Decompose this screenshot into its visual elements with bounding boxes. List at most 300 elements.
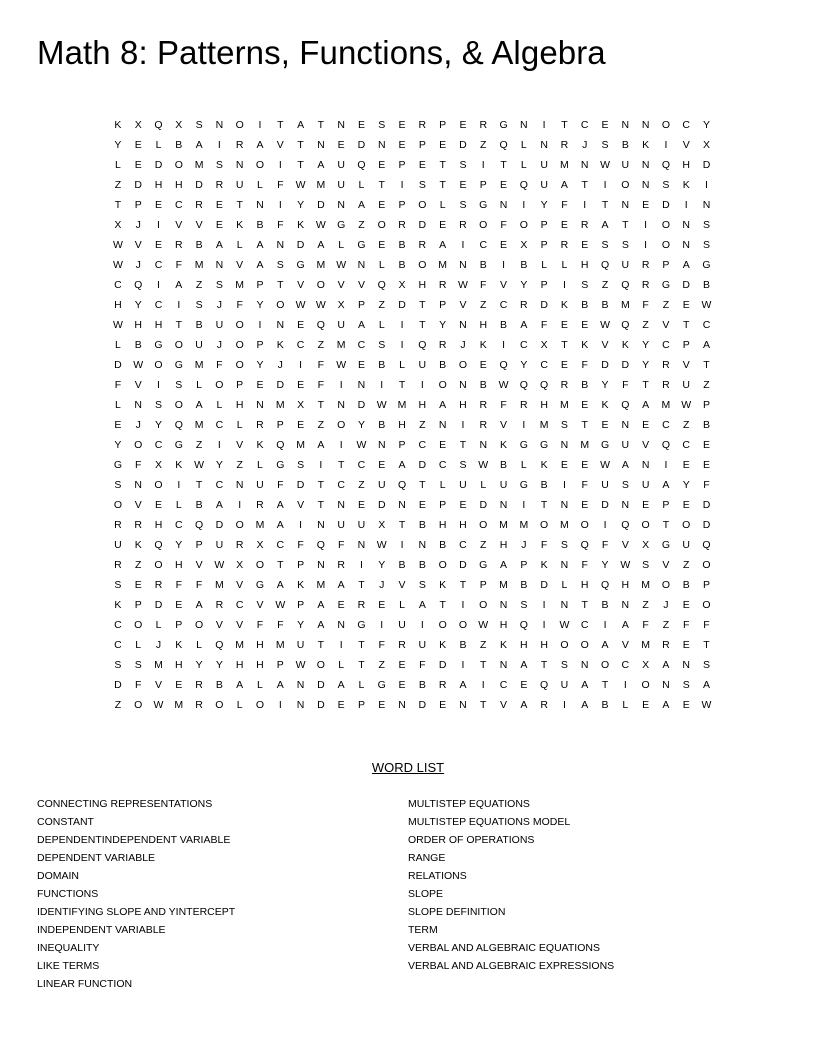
grid-letter: B [703, 419, 711, 431]
grid-letter: T [581, 419, 589, 431]
grid-letter: A [621, 459, 630, 471]
grid-letter: V [500, 699, 508, 711]
grid-letter: P [662, 259, 670, 271]
grid-letter: S [114, 579, 122, 591]
grid-letter: S [195, 299, 204, 311]
grid-letter: G [154, 339, 164, 351]
grid-letter: U [682, 539, 691, 551]
grid-letter: O [479, 519, 488, 531]
grid-letter: O [519, 219, 529, 231]
grid-letter: D [276, 379, 285, 391]
grid-letter: Q [134, 279, 143, 291]
grid-letter: N [357, 539, 366, 551]
grid-letter: M [194, 259, 204, 271]
grid-letter: Q [154, 119, 164, 131]
grid-letter: K [682, 179, 691, 191]
grid-letter: E [439, 439, 447, 451]
grid-letter: S [703, 219, 711, 231]
grid-letter: A [256, 239, 264, 251]
grid-letter: P [540, 279, 549, 291]
grid-letter: N [337, 199, 346, 211]
grid-letter: I [400, 179, 405, 191]
grid-letter: X [297, 399, 305, 411]
grid-letter: R [479, 399, 488, 411]
grid-letter: E [500, 179, 508, 191]
grid-letter: I [562, 699, 567, 711]
grid-letter: J [155, 639, 162, 651]
grid-letter: Q [174, 419, 184, 431]
grid-letter: M [316, 259, 326, 271]
grid-letter: L [358, 679, 365, 691]
grid-letter: O [641, 519, 651, 531]
grid-letter: A [581, 699, 589, 711]
grid-letter: W [559, 619, 570, 631]
grid-letter: V [236, 619, 244, 631]
grid-letter: O [479, 219, 488, 231]
grid-letter: E [459, 499, 467, 511]
grid-letter: D [418, 219, 427, 231]
grid-letter: W [295, 299, 307, 311]
grid-letter: E [175, 679, 183, 691]
grid-row [108, 235, 717, 255]
grid-letter: O [174, 159, 184, 171]
grid-letter: G [113, 459, 123, 471]
grid-letter: E [357, 119, 366, 131]
grid-letter: A [276, 499, 285, 511]
grid-letter: T [683, 319, 690, 331]
grid-letter: T [277, 279, 284, 291]
grid-letter: R [337, 559, 346, 571]
grid-letter: U [560, 679, 569, 691]
grid-letter: I [299, 519, 303, 531]
grid-letter: U [641, 479, 650, 491]
grid-letter: O [235, 119, 245, 131]
grid-letter: N [418, 539, 427, 551]
grid-letter: T [337, 459, 345, 471]
grid-letter: O [661, 219, 671, 231]
grid-letter: E [398, 659, 407, 671]
grid-letter: W [275, 599, 286, 611]
word-list-item: IDENTIFYING SLOPE AND YINTERCEPT [37, 906, 236, 918]
grid-letter: M [194, 359, 204, 371]
grid-letter: I [603, 179, 607, 191]
grid-letter: D [317, 199, 326, 211]
grid-letter: I [461, 419, 465, 431]
grid-row [108, 115, 717, 135]
grid-letter: F [317, 379, 325, 391]
grid-letter: E [479, 359, 488, 371]
grid-letter: B [540, 479, 549, 491]
grid-letter: T [439, 179, 447, 191]
grid-letter: X [398, 279, 407, 291]
grid-letter: Z [358, 219, 366, 231]
grid-letter: N [641, 119, 650, 131]
grid-letter: O [215, 699, 224, 711]
grid-letter: E [418, 499, 427, 511]
grid-letter: P [662, 499, 670, 511]
grid-letter: K [601, 399, 610, 411]
grid-letter: O [235, 519, 245, 531]
grid-letter: Q [276, 439, 285, 451]
grid-letter: H [174, 659, 184, 671]
grid-row [108, 575, 717, 595]
grid-letter: E [337, 699, 346, 711]
grid-letter: G [276, 459, 285, 471]
grid-letter: F [134, 679, 142, 691]
grid-letter: C [662, 419, 671, 431]
grid-letter: F [195, 579, 203, 591]
grid-letter: R [215, 179, 224, 191]
grid-letter: S [703, 659, 711, 671]
grid-letter: E [682, 459, 691, 471]
grid-letter: Y [642, 359, 650, 371]
grid-letter: B [439, 359, 447, 371]
grid-letter: P [703, 399, 711, 411]
grid-letter: L [480, 479, 487, 491]
grid-letter: O [661, 239, 671, 251]
grid-letter: K [236, 219, 244, 231]
grid-letter: C [580, 619, 590, 631]
grid-letter: I [278, 159, 283, 171]
grid-letter: S [581, 279, 589, 291]
grid-letter: C [114, 639, 123, 651]
grid-letter: T [561, 339, 569, 351]
grid-letter: I [278, 699, 283, 711]
grid-letter: L [378, 259, 386, 271]
grid-letter: I [522, 419, 526, 431]
grid-letter: I [400, 339, 405, 351]
grid-letter: H [174, 559, 184, 571]
grid-letter: I [705, 179, 709, 191]
grid-letter: V [662, 319, 670, 331]
grid-letter: T [236, 199, 244, 211]
grid-letter: J [216, 299, 223, 311]
grid-letter: E [581, 459, 589, 471]
grid-letter: P [134, 199, 143, 211]
grid-letter: A [337, 679, 346, 691]
grid-letter: A [601, 639, 610, 651]
grid-letter: U [256, 479, 265, 491]
grid-letter: M [215, 579, 225, 591]
grid-letter: H [499, 619, 508, 631]
grid-letter: O [438, 559, 448, 571]
grid-letter: V [297, 279, 305, 291]
grid-letter: R [540, 699, 549, 711]
grid-letter: S [642, 559, 650, 571]
grid-letter: F [337, 539, 345, 551]
grid-letter: H [621, 579, 630, 591]
grid-letter: H [256, 639, 265, 651]
grid-letter: L [399, 599, 406, 611]
grid-letter: Z [642, 599, 650, 611]
grid-letter: A [276, 519, 285, 531]
grid-letter: V [337, 279, 346, 291]
grid-letter: S [560, 539, 569, 551]
grid-letter: A [703, 679, 711, 691]
grid-letter: I [664, 139, 668, 151]
grid-letter: N [317, 559, 326, 571]
grid-letter: B [601, 599, 610, 611]
grid-letter: G [357, 239, 367, 251]
grid-letter: D [459, 139, 468, 151]
grid-letter: E [114, 419, 122, 431]
grid-letter: O [661, 579, 671, 591]
grid-letter: N [459, 259, 468, 271]
grid-letter: W [315, 219, 327, 231]
grid-letter: S [215, 279, 224, 291]
grid-letter: E [459, 179, 467, 191]
grid-letter: V [500, 419, 508, 431]
grid-letter: A [621, 619, 630, 631]
word-list-item: MULTISTEP EQUATIONS [408, 798, 530, 810]
grid-letter: C [215, 419, 224, 431]
grid-letter: Y [256, 299, 264, 311]
grid-letter: K [175, 459, 183, 471]
grid-letter: A [317, 599, 325, 611]
grid-letter: Y [175, 539, 183, 551]
grid-letter: L [439, 199, 447, 211]
grid-letter: S [703, 239, 711, 251]
grid-letter: R [560, 139, 569, 151]
grid-letter: Z [480, 539, 487, 551]
grid-letter: L [236, 239, 244, 251]
grid-letter: Z [236, 459, 244, 471]
grid-letter: I [603, 619, 607, 631]
grid-letter: E [581, 499, 589, 511]
grid-letter: W [376, 539, 388, 551]
grid-letter: X [642, 659, 650, 671]
grid-letter: J [663, 599, 670, 611]
grid-row [108, 375, 717, 395]
grid-letter: Z [480, 639, 487, 651]
grid-letter: D [438, 659, 447, 671]
grid-letter: Z [703, 379, 711, 391]
grid-letter: O [438, 379, 448, 391]
grid-letter: N [215, 259, 224, 271]
grid-letter: J [521, 539, 527, 551]
grid-letter: Z [378, 659, 386, 671]
grid-letter: R [195, 199, 204, 211]
grid-letter: N [540, 139, 549, 151]
grid-letter: P [256, 339, 264, 351]
grid-letter: N [377, 139, 387, 151]
grid-letter: Y [297, 619, 305, 631]
grid-letter: Q [540, 679, 549, 691]
grid-letter: T [419, 479, 427, 491]
grid-letter: C [174, 519, 184, 531]
grid-letter: N [560, 439, 569, 451]
grid-letter: D [377, 499, 387, 511]
grid-letter: I [400, 319, 405, 331]
grid-row [108, 355, 717, 375]
grid-letter: T [358, 659, 366, 671]
grid-letter: T [581, 599, 589, 611]
grid-letter: U [215, 319, 224, 331]
grid-letter: I [339, 379, 344, 391]
grid-letter: L [135, 639, 142, 651]
grid-letter: G [540, 439, 549, 451]
grid-letter: D [418, 459, 427, 471]
grid-letter: O [276, 299, 285, 311]
grid-letter: T [317, 499, 325, 511]
grid-letter: R [195, 679, 204, 691]
grid-letter: E [215, 219, 224, 231]
grid-letter: C [114, 279, 123, 291]
grid-letter: N [317, 519, 326, 531]
grid-letter: B [682, 579, 691, 591]
grid-letter: D [621, 359, 630, 371]
grid-letter: Y [601, 379, 610, 391]
grid-letter: Q [621, 399, 630, 411]
grid-letter: R [479, 119, 488, 131]
grid-letter: H [459, 519, 468, 531]
grid-letter: K [439, 639, 447, 651]
grid-letter: C [682, 119, 691, 131]
grid-letter: K [540, 559, 549, 571]
grid-letter: R [398, 639, 407, 651]
grid-letter: P [398, 199, 407, 211]
grid-letter: E [682, 499, 691, 511]
grid-letter: E [154, 499, 163, 511]
grid-letter: W [600, 159, 611, 171]
grid-letter: L [216, 399, 223, 411]
grid-letter: W [376, 399, 388, 411]
grid-letter: Q [316, 539, 326, 551]
grid-letter: R [195, 699, 204, 711]
grid-letter: U [499, 479, 508, 491]
grid-letter: Y [215, 459, 224, 471]
grid-letter: I [542, 599, 547, 611]
grid-letter: S [154, 399, 163, 411]
grid-letter: N [560, 559, 569, 571]
grid-letter: I [258, 319, 262, 331]
grid-letter: K [581, 339, 589, 351]
word-list-item: INDEPENDENT VARIABLE [37, 924, 166, 936]
grid-letter: B [601, 299, 610, 311]
grid-letter: Z [419, 419, 427, 431]
grid-letter: N [560, 599, 569, 611]
grid-letter: N [337, 399, 346, 411]
grid-letter: W [194, 459, 205, 471]
grid-letter: Z [480, 139, 487, 151]
grid-letter: O [174, 339, 184, 351]
grid-letter: N [459, 699, 468, 711]
grid-letter: I [380, 619, 384, 631]
grid-letter: F [378, 639, 386, 651]
grid-letter: I [481, 159, 486, 171]
grid-letter: D [357, 139, 366, 151]
grid-letter: I [177, 479, 181, 491]
grid-letter: X [154, 459, 163, 471]
grid-letter: C [580, 119, 590, 131]
grid-letter: D [702, 519, 711, 531]
grid-letter: C [215, 479, 224, 491]
grid-letter: E [560, 359, 569, 371]
grid-letter: I [157, 219, 161, 231]
grid-letter: K [175, 639, 183, 651]
grid-letter: P [236, 379, 244, 391]
grid-letter: O [316, 279, 326, 291]
grid-letter: P [357, 299, 366, 311]
grid-letter: U [459, 479, 468, 491]
grid-letter: F [175, 259, 183, 271]
grid-letter: S [459, 159, 467, 171]
grid-row [108, 395, 717, 415]
grid-letter: I [623, 679, 628, 691]
grid-letter: O [235, 319, 245, 331]
grid-letter: Q [377, 279, 387, 291]
grid-letter: D [134, 179, 143, 191]
grid-letter: M [316, 579, 326, 591]
grid-letter: V [682, 139, 691, 151]
grid-letter: N [276, 239, 285, 251]
grid-letter: H [114, 299, 123, 311]
grid-letter: Q [702, 539, 712, 551]
grid-letter: A [520, 699, 528, 711]
grid-letter: D [114, 679, 123, 691]
grid-letter: W [701, 299, 712, 311]
grid-letter: I [177, 299, 181, 311]
grid-letter: R [438, 679, 447, 691]
grid-letter: Q [600, 579, 610, 591]
grid-letter: S [195, 119, 204, 131]
grid-letter: U [337, 159, 346, 171]
grid-letter: E [682, 699, 691, 711]
grid-letter: I [502, 339, 506, 351]
grid-letter: V [215, 619, 224, 631]
word-list-item: CONNECTING REPRESENTATIONS [37, 798, 213, 810]
word-list-item: FUNCTIONS [37, 888, 99, 900]
grid-letter: I [339, 639, 344, 651]
grid-letter: Q [519, 379, 529, 391]
grid-letter: G [377, 679, 387, 691]
grid-letter: D [398, 299, 407, 311]
grid-letter: E [134, 579, 143, 591]
grid-letter: M [194, 419, 204, 431]
grid-letter: A [459, 679, 467, 691]
grid-letter: N [235, 479, 244, 491]
grid-letter: O [195, 619, 204, 631]
grid-letter: N [621, 199, 630, 211]
grid-letter: A [337, 579, 346, 591]
grid-letter: U [601, 479, 610, 491]
grid-letter: R [256, 419, 265, 431]
grid-letter: T [439, 159, 447, 171]
grid-letter: Z [662, 299, 670, 311]
grid-letter: B [581, 379, 589, 391]
grid-letter: C [357, 339, 366, 351]
grid-letter: N [702, 199, 711, 211]
grid-letter: C [520, 339, 529, 351]
grid-letter: N [520, 119, 529, 131]
grid-letter: I [603, 519, 607, 531]
grid-letter: W [315, 299, 327, 311]
grid-letter: A [175, 279, 183, 291]
grid-letter: Q [357, 159, 367, 171]
grid-letter: O [621, 179, 630, 191]
grid-letter: G [499, 119, 509, 131]
grid-letter: D [479, 499, 488, 511]
grid-letter: A [297, 119, 305, 131]
grid-letter: O [113, 499, 123, 511]
grid-letter: I [299, 359, 303, 371]
grid-letter: L [541, 259, 548, 271]
grid-letter: B [418, 559, 427, 571]
grid-letter: Z [114, 179, 122, 191]
grid-row [108, 175, 717, 195]
grid-letter: T [703, 359, 711, 371]
grid-letter: P [276, 419, 285, 431]
